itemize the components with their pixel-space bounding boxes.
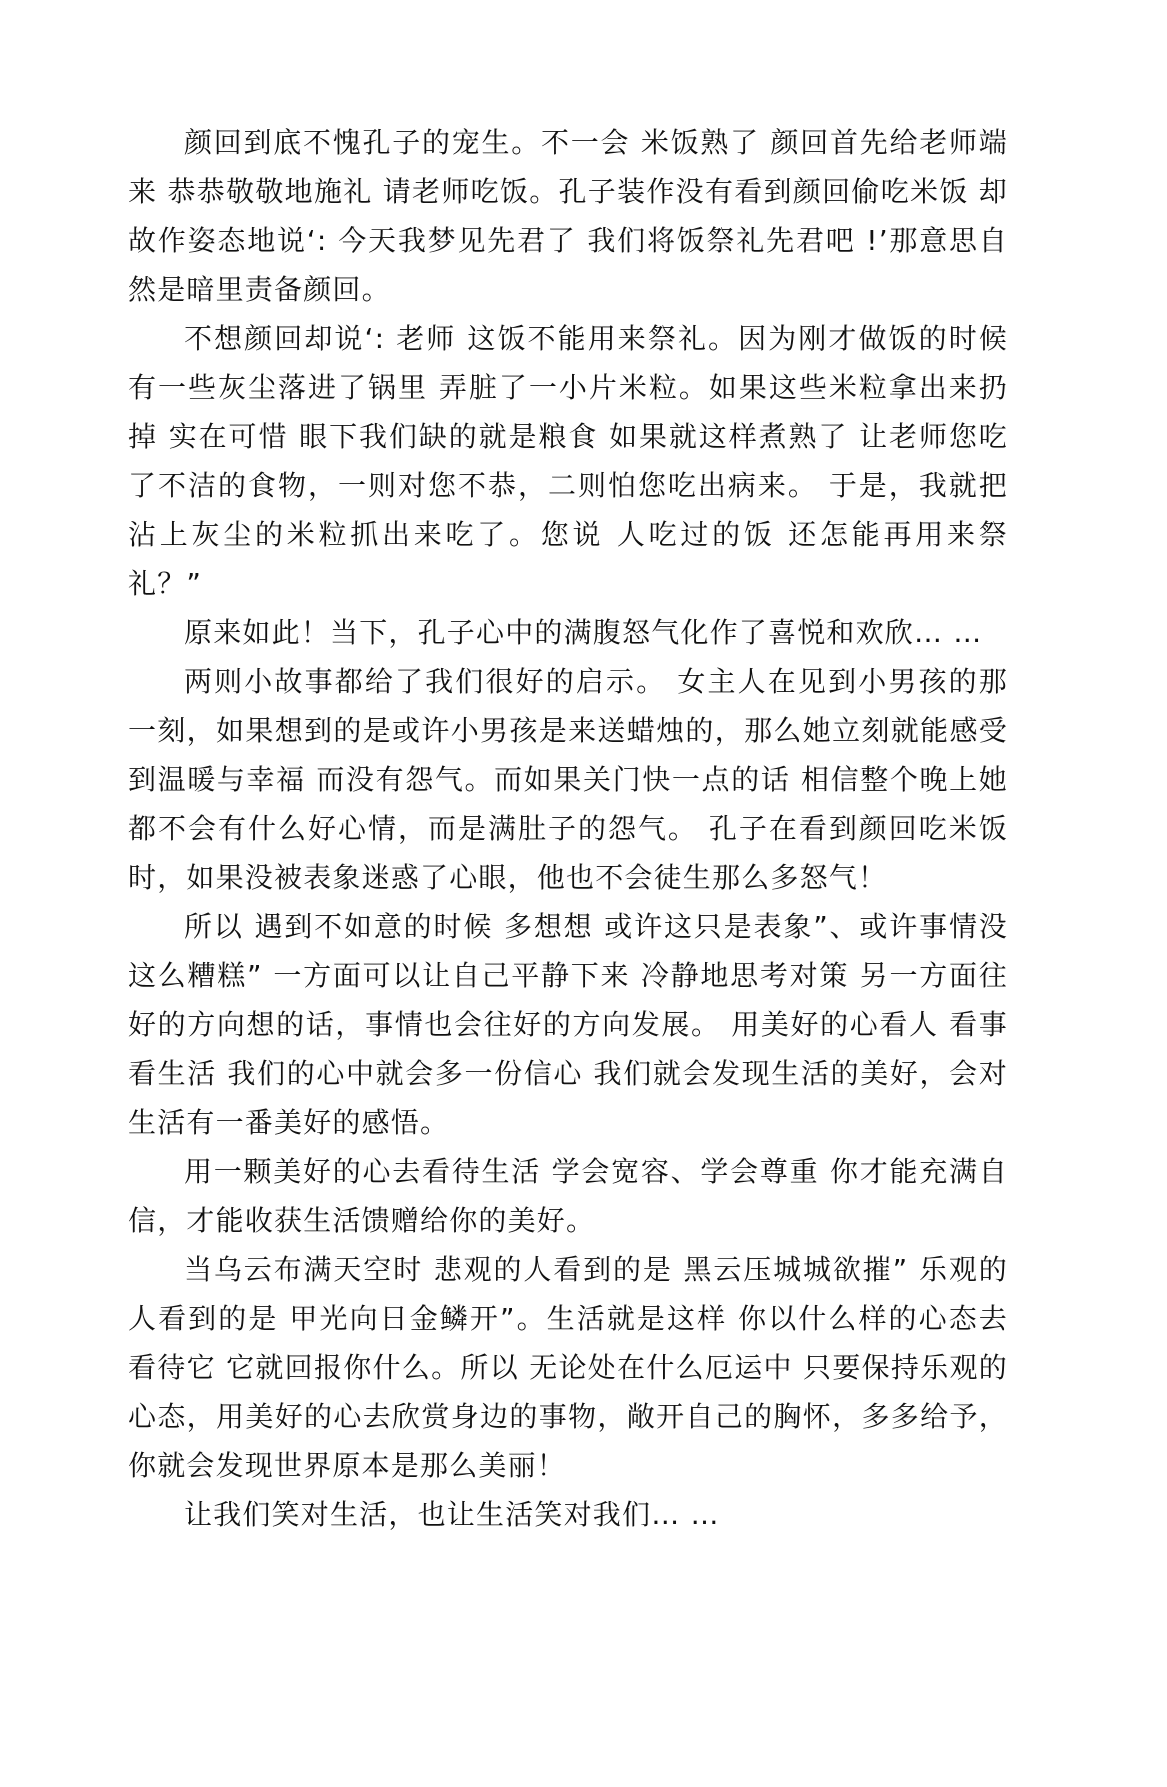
paragraph-2: 不想颜回却说‘: 老师 这饭不能用来祭礼。因为刚才做饭的时候 有一些灰尘落进了锅里 弄脏了一小片米粒。如果这些米粒拿出来扔掉 实在可惜 眼下我们缺的就是粮食 如果就这样煮熟了 让老师您吃了不洁的食物，一则对您不恭，二则怕您吃出病来。 于是，我就把沾上灰尘的米粒抓出来吃了。您说 人吃过的饭 还怎能再用来祭礼？” <box>128 322 1008 600</box>
paragraph-6: 用一颗美好的心去看待生活 学会宽容、学会尊重 你才能充满自信，才能收获生活馈赠给你的美好。 <box>128 1155 1008 1237</box>
document-page <box>128 118 1008 1539</box>
paragraph-3: 原来如此！当下，孔子心中的满腹怒气化作了喜悦和欢欣… … <box>184 616 983 649</box>
paragraph-4: 两则小故事都给了我们很好的启示。 女主人在见到小男孩的那一刻，如果想到的是或许小男孩是来送蜡烛的，那么她立刻就能感受到温暖与幸福 而没有怨气。而如果关门快一点的话 相信整个晚上她都不会有什么好心情，而是满肚子的怨气。 孔子在看到颜回吃米饭时，如果没被表象迷惑了心眼，他也不会徒生那么多怒气！ <box>128 665 1008 894</box>
paragraph-7: 当乌云布满天空时 悲观的人看到的是 黑云压城城欲摧” 乐观的人看到的是 甲光向日金鳞开”。生活就是这样 你以什么样的心态去看待它 它就回报你什么。所以 无论处在什么厄运中 只要保持乐观的心态，用美好的心去欣赏身边的事物，敞开自己的胸怀，多多给予，你就会发现世界原本是那么美丽！ <box>128 1253 1008 1482</box>
paragraph-8: 让我们笑对生活，也让生活笑对我们… … <box>184 1498 720 1531</box>
paragraph-1: 颜回到底不愧孔子的宠生。不一会 米饭熟了 颜回首先给老师端来 恭恭敬敬地施礼 请老师吃饭。孔子装作没有看到颜回偷吃米饭 却故作姿态地说‘: 今天我梦见先君了 我们将饭祭礼先君吧 !’那意思自然是暗里责备颜回。 <box>128 126 1008 306</box>
paragraph-5: 所以 遇到不如意的时候 多想想 或许这只是表象”、或许事情没这么糟糕” 一方面可以让自己平静下来 冷静地思考对策 另一方面往好的方向想的话，事情也会往好的方向发展。 用美好的心看人 看事 看生活 我们的心中就会多一份信心 我们就会发现生活的美好，会对生活有一番美好的感悟。 <box>128 910 1008 1139</box>
